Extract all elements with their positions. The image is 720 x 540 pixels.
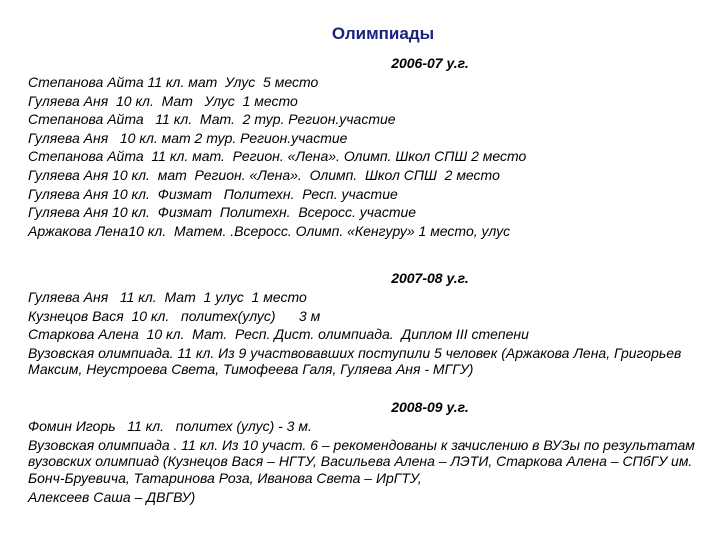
page-title: Олимпиады <box>331 24 435 43</box>
list-item: Гуляева Аня 10 кл. мат Регион. «Лена». Олимп. Школ СПШ 2 место <box>28 166 500 183</box>
list-item: Гуляева Аня 10 кл. Физмат Политехн. Всеросс. участие <box>28 204 417 221</box>
list-item: Гуляева Аня 11 кл. Мат 1 улус 1 место <box>28 289 307 305</box>
section-2008-09 <box>28 397 708 507</box>
section-year: 2006-07 у.г. <box>391 55 469 71</box>
list-item: Кузнецов Вася 10 кл. политех(улус) 3 м <box>28 307 321 324</box>
section-2006-07 <box>28 53 708 240</box>
list-item: Гуляева Аня 10 кл. Мат Улус 1 место <box>28 92 298 109</box>
section-2007-08 <box>28 268 708 380</box>
list-item: Алексеев Саша – ДВГВУ) <box>28 489 196 506</box>
list-item: Степанова Айта 11 кл. Мат. 2 тур. Регион.участие <box>28 111 396 128</box>
list-item: Степанова Айта 11 кл. мат Улус 5 место <box>28 74 319 90</box>
section-year: 2008-09 у.г. <box>391 399 469 415</box>
paragraph: Вузовская олимпиада . 11 кл. Из 10 участ. 6 – рекомендованы к зачислению в ВУЗы по результатам вузовских олимпиад (Кузнецов Вася – НГТУ, Васильева Алена – ЛЭТИ, Старкова Алена – СПбГУ им. Бонч-Бруевича, Татаринова Роза, Иванова Света – ИрГТУ, <box>28 436 695 486</box>
list-item: Гуляева Аня 10 кл. Физмат Политехн. Респ. участие <box>28 185 398 202</box>
list-item: Старкова Алена 10 кл. Мат. Респ. Дист. олимпиада. Диплом III степени <box>28 326 529 343</box>
list-item: Аржакова Лена10 кл. Матем. .Всеросс. Олимп. «Кенгуру» 1 место, улус <box>28 222 511 239</box>
list-item: Гуляева Аня 10 кл. мат 2 тур. Регион.участие <box>28 129 348 146</box>
list-item: Фомин Игорь 11 кл. политех (улус) - 3 м. <box>28 418 312 434</box>
section-year: 2007-08 у.г. <box>391 270 469 286</box>
paragraph: Вузовская олимпиада. 11 кл. Из 9 участвовавших поступили 5 человек (Аржакова Лена, Григорьев Максим, Неустроева Света, Тимофеева Галя, Гуляева Аня - МГГУ) <box>28 344 682 378</box>
list-item: Степанова Айта 11 кл. мат. Регион. «Лена». Олимп. Школ СПШ 2 место <box>28 148 527 165</box>
